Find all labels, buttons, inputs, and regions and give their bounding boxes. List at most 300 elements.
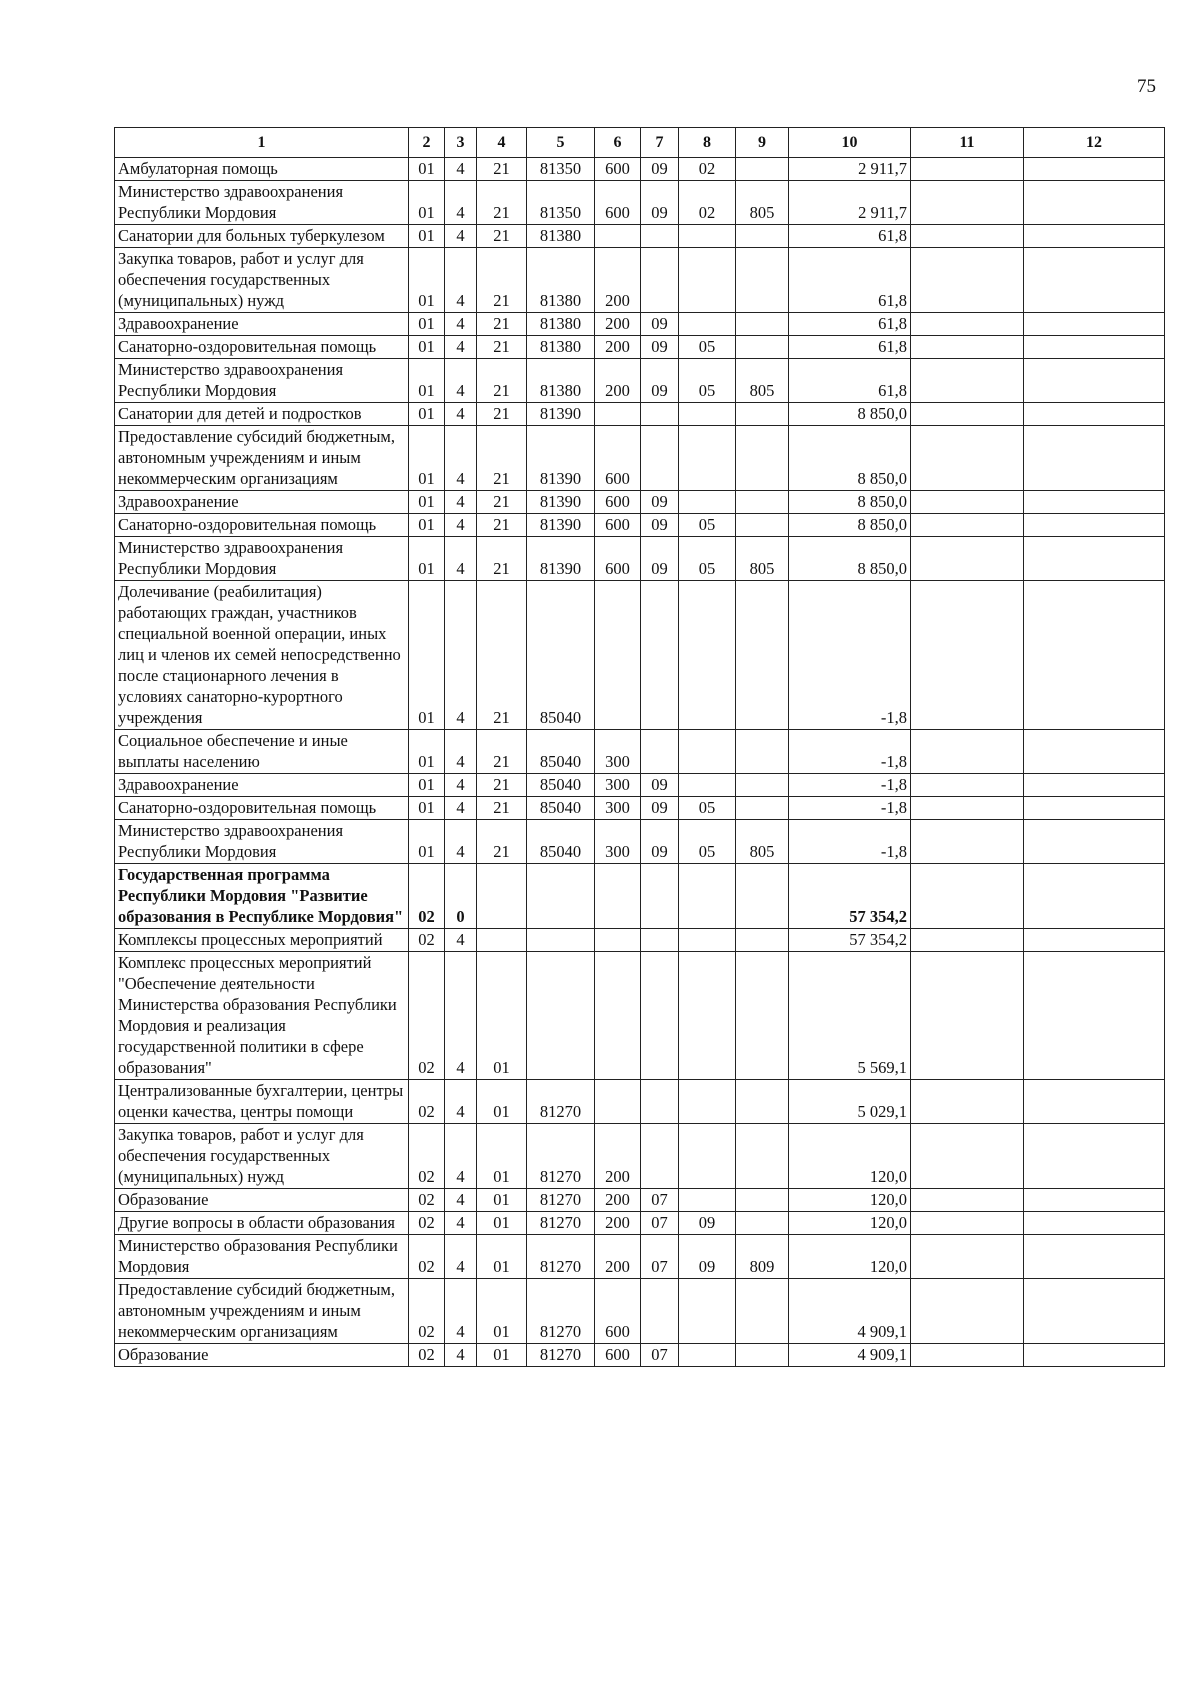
code-cell-9: [736, 1344, 789, 1367]
code-cell-3: 4: [445, 1080, 477, 1124]
code-cell-4: 01: [477, 1189, 527, 1212]
empty-cell-11: [911, 929, 1024, 952]
table-row: [115, 514, 1165, 537]
table-row: [115, 1344, 1165, 1367]
code-cell-6: 200: [595, 248, 641, 313]
empty-cell-11: [911, 426, 1024, 491]
code-cell-5: 81390: [527, 426, 595, 491]
code-cell-3: 4: [445, 1124, 477, 1189]
code-cell-9: [736, 426, 789, 491]
code-cell-2: 01: [409, 248, 445, 313]
table-row: [115, 797, 1165, 820]
code-cell-3: 4: [445, 1189, 477, 1212]
code-cell-6: [595, 403, 641, 426]
code-cell-2: 01: [409, 774, 445, 797]
table-row: [115, 581, 1165, 730]
empty-cell-12: [1024, 359, 1165, 403]
code-cell-6: 200: [595, 1124, 641, 1189]
table-row: [115, 158, 1165, 181]
empty-cell-12: [1024, 929, 1165, 952]
table-row: [115, 1235, 1165, 1279]
code-cell-8: [679, 1344, 736, 1367]
table-row: [115, 359, 1165, 403]
code-cell-5: 81270: [527, 1080, 595, 1124]
row-name-cell: Предоставление субсидий бюджетным, автономным учреждениям и иным некоммерческим организациям: [115, 1279, 409, 1344]
code-cell-2: 01: [409, 537, 445, 581]
code-cell-2: 01: [409, 581, 445, 730]
amount-cell: 8 850,0: [789, 426, 911, 491]
code-cell-6: 600: [595, 1279, 641, 1344]
code-cell-8: 02: [679, 158, 736, 181]
row-name-cell: Закупка товаров, работ и услуг для обеспечения государственных (муниципальных) нужд: [115, 248, 409, 313]
code-cell-5: 81380: [527, 313, 595, 336]
code-cell-8: 05: [679, 514, 736, 537]
amount-cell: 120,0: [789, 1235, 911, 1279]
code-cell-7: 09: [641, 774, 679, 797]
code-cell-4: 21: [477, 359, 527, 403]
table-row: [115, 952, 1165, 1080]
col-header-5: 5: [527, 128, 595, 158]
code-cell-8: 05: [679, 537, 736, 581]
code-cell-2: 01: [409, 426, 445, 491]
code-cell-7: 09: [641, 336, 679, 359]
code-cell-6: 600: [595, 158, 641, 181]
code-cell-3: 4: [445, 1212, 477, 1235]
code-cell-2: 01: [409, 730, 445, 774]
empty-cell-12: [1024, 426, 1165, 491]
code-cell-3: 4: [445, 774, 477, 797]
amount-cell: 8 850,0: [789, 514, 911, 537]
code-cell-2: 01: [409, 313, 445, 336]
table-row: [115, 1124, 1165, 1189]
empty-cell-11: [911, 1080, 1024, 1124]
code-cell-5: 85040: [527, 797, 595, 820]
code-cell-5: 81390: [527, 491, 595, 514]
empty-cell-12: [1024, 581, 1165, 730]
code-cell-8: 05: [679, 336, 736, 359]
col-header-11: 11: [911, 128, 1024, 158]
code-cell-8: [679, 730, 736, 774]
code-cell-3: 4: [445, 403, 477, 426]
code-cell-5: 81380: [527, 225, 595, 248]
amount-cell: 8 850,0: [789, 537, 911, 581]
code-cell-8: [679, 313, 736, 336]
row-name-cell: Образование: [115, 1344, 409, 1367]
code-cell-3: 4: [445, 336, 477, 359]
table-row: [115, 336, 1165, 359]
table-row: [115, 403, 1165, 426]
amount-cell: 8 850,0: [789, 403, 911, 426]
row-name-cell: Комплексы процессных мероприятий: [115, 929, 409, 952]
code-cell-5: [527, 952, 595, 1080]
empty-cell-12: [1024, 864, 1165, 929]
amount-cell: 120,0: [789, 1189, 911, 1212]
table-row: [115, 820, 1165, 864]
code-cell-3: 0: [445, 864, 477, 929]
code-cell-4: 21: [477, 158, 527, 181]
amount-cell: 2 911,7: [789, 158, 911, 181]
code-cell-4: 21: [477, 820, 527, 864]
code-cell-4: 21: [477, 797, 527, 820]
code-cell-6: 200: [595, 336, 641, 359]
amount-cell: 5 029,1: [789, 1080, 911, 1124]
col-header-6: 6: [595, 128, 641, 158]
code-cell-9: [736, 952, 789, 1080]
table-row: [115, 1279, 1165, 1344]
code-cell-5: [527, 929, 595, 952]
empty-cell-11: [911, 1189, 1024, 1212]
code-cell-5: [527, 864, 595, 929]
code-cell-2: 02: [409, 929, 445, 952]
amount-cell: 4 909,1: [789, 1279, 911, 1344]
code-cell-9: 805: [736, 181, 789, 225]
code-cell-7: 09: [641, 820, 679, 864]
code-cell-3: 4: [445, 225, 477, 248]
col-header-4: 4: [477, 128, 527, 158]
amount-cell: -1,8: [789, 820, 911, 864]
code-cell-9: [736, 403, 789, 426]
empty-cell-12: [1024, 158, 1165, 181]
amount-cell: 120,0: [789, 1212, 911, 1235]
empty-cell-12: [1024, 820, 1165, 864]
code-cell-3: 4: [445, 1235, 477, 1279]
code-cell-4: 21: [477, 730, 527, 774]
code-cell-3: 4: [445, 158, 477, 181]
row-name-cell: Другие вопросы в области образования: [115, 1212, 409, 1235]
code-cell-4: [477, 864, 527, 929]
code-cell-2: 01: [409, 359, 445, 403]
empty-cell-12: [1024, 313, 1165, 336]
code-cell-6: 200: [595, 1235, 641, 1279]
col-header-9: 9: [736, 128, 789, 158]
code-cell-4: 21: [477, 426, 527, 491]
code-cell-8: 05: [679, 359, 736, 403]
empty-cell-12: [1024, 491, 1165, 514]
code-cell-3: 4: [445, 537, 477, 581]
code-cell-8: [679, 1279, 736, 1344]
code-cell-5: 81270: [527, 1189, 595, 1212]
code-cell-7: 07: [641, 1189, 679, 1212]
code-cell-2: 02: [409, 864, 445, 929]
code-cell-2: 01: [409, 158, 445, 181]
code-cell-7: [641, 426, 679, 491]
empty-cell-11: [911, 1124, 1024, 1189]
code-cell-4: 21: [477, 403, 527, 426]
empty-cell-11: [911, 158, 1024, 181]
code-cell-6: [595, 225, 641, 248]
empty-cell-11: [911, 774, 1024, 797]
code-cell-8: 09: [679, 1212, 736, 1235]
code-cell-9: [736, 730, 789, 774]
table-row: [115, 426, 1165, 491]
amount-cell: -1,8: [789, 797, 911, 820]
code-cell-7: 09: [641, 514, 679, 537]
code-cell-5: 81390: [527, 514, 595, 537]
code-cell-8: [679, 225, 736, 248]
code-cell-7: [641, 403, 679, 426]
amount-cell: 61,8: [789, 225, 911, 248]
code-cell-2: 01: [409, 225, 445, 248]
code-cell-6: 300: [595, 774, 641, 797]
code-cell-5: 81270: [527, 1235, 595, 1279]
code-cell-5: 81270: [527, 1344, 595, 1367]
code-cell-7: 07: [641, 1344, 679, 1367]
amount-cell: 2 911,7: [789, 181, 911, 225]
row-name-cell: Комплекс процессных мероприятий "Обеспечение деятельности Министерства образования Республики Мордовия и реализация государственной политики в сфере образования": [115, 952, 409, 1080]
empty-cell-12: [1024, 248, 1165, 313]
code-cell-4: 01: [477, 1344, 527, 1367]
amount-cell: 61,8: [789, 336, 911, 359]
code-cell-4: 21: [477, 581, 527, 730]
code-cell-6: [595, 864, 641, 929]
code-cell-7: 09: [641, 491, 679, 514]
code-cell-9: [736, 1189, 789, 1212]
code-cell-2: 02: [409, 952, 445, 1080]
code-cell-7: [641, 581, 679, 730]
code-cell-3: 4: [445, 1279, 477, 1344]
code-cell-3: 4: [445, 181, 477, 225]
amount-cell: 61,8: [789, 313, 911, 336]
code-cell-2: 02: [409, 1235, 445, 1279]
table-row: [115, 248, 1165, 313]
code-cell-4: [477, 929, 527, 952]
code-cell-8: 05: [679, 797, 736, 820]
empty-cell-12: [1024, 336, 1165, 359]
code-cell-2: 01: [409, 491, 445, 514]
code-cell-5: 81270: [527, 1124, 595, 1189]
row-name-cell: Санаторно-оздоровительная помощь: [115, 336, 409, 359]
code-cell-3: 4: [445, 929, 477, 952]
code-cell-6: 300: [595, 820, 641, 864]
code-cell-5: 85040: [527, 820, 595, 864]
code-cell-8: [679, 426, 736, 491]
code-cell-8: [679, 403, 736, 426]
row-name-cell: Социальное обеспечение и иные выплаты населению: [115, 730, 409, 774]
code-cell-2: 02: [409, 1212, 445, 1235]
code-cell-7: 09: [641, 359, 679, 403]
row-name-cell: Амбулаторная помощь: [115, 158, 409, 181]
empty-cell-12: [1024, 537, 1165, 581]
col-header-7: 7: [641, 128, 679, 158]
table-row: [115, 313, 1165, 336]
empty-cell-11: [911, 1235, 1024, 1279]
code-cell-3: 4: [445, 730, 477, 774]
code-cell-7: 09: [641, 797, 679, 820]
code-cell-8: [679, 491, 736, 514]
code-cell-4: 01: [477, 1279, 527, 1344]
empty-cell-11: [911, 797, 1024, 820]
col-header-12: 12: [1024, 128, 1165, 158]
code-cell-5: 81380: [527, 359, 595, 403]
code-cell-8: [679, 1080, 736, 1124]
row-name-cell: Министерство здравоохранения Республики Мордовия: [115, 181, 409, 225]
code-cell-4: 01: [477, 952, 527, 1080]
amount-cell: -1,8: [789, 774, 911, 797]
amount-cell: 5 569,1: [789, 952, 911, 1080]
code-cell-6: [595, 581, 641, 730]
code-cell-9: [736, 929, 789, 952]
code-cell-9: [736, 581, 789, 730]
code-cell-2: 02: [409, 1344, 445, 1367]
code-cell-7: [641, 1124, 679, 1189]
table-row: [115, 537, 1165, 581]
code-cell-4: 21: [477, 514, 527, 537]
empty-cell-12: [1024, 1189, 1165, 1212]
row-name-cell: Санатории для больных туберкулезом: [115, 225, 409, 248]
empty-cell-12: [1024, 1279, 1165, 1344]
code-cell-9: 805: [736, 820, 789, 864]
code-cell-9: [736, 248, 789, 313]
col-header-1: 1: [115, 128, 409, 158]
code-cell-5: 81390: [527, 403, 595, 426]
code-cell-9: [736, 313, 789, 336]
code-cell-4: 01: [477, 1235, 527, 1279]
empty-cell-11: [911, 581, 1024, 730]
code-cell-2: 01: [409, 820, 445, 864]
code-cell-9: 805: [736, 537, 789, 581]
amount-cell: 57 354,2: [789, 929, 911, 952]
empty-cell-12: [1024, 1080, 1165, 1124]
code-cell-5: 81380: [527, 336, 595, 359]
code-cell-8: [679, 929, 736, 952]
row-name-cell: Министерство здравоохранения Республики Мордовия: [115, 359, 409, 403]
empty-cell-11: [911, 336, 1024, 359]
code-cell-2: 02: [409, 1080, 445, 1124]
table-row: [115, 225, 1165, 248]
code-cell-4: 21: [477, 181, 527, 225]
code-cell-7: [641, 1080, 679, 1124]
header-row: [115, 128, 1165, 158]
code-cell-6: 600: [595, 537, 641, 581]
empty-cell-11: [911, 1344, 1024, 1367]
col-header-8: 8: [679, 128, 736, 158]
code-cell-2: 01: [409, 797, 445, 820]
code-cell-7: 09: [641, 537, 679, 581]
code-cell-8: [679, 581, 736, 730]
code-cell-3: 4: [445, 820, 477, 864]
code-cell-4: 21: [477, 537, 527, 581]
empty-cell-12: [1024, 181, 1165, 225]
page-number: 75: [1137, 76, 1156, 97]
code-cell-9: [736, 1279, 789, 1344]
code-cell-6: 200: [595, 313, 641, 336]
code-cell-7: [641, 952, 679, 1080]
amount-cell: 120,0: [789, 1124, 911, 1189]
row-name-cell: Закупка товаров, работ и услуг для обеспечения государственных (муниципальных) нужд: [115, 1124, 409, 1189]
code-cell-3: 4: [445, 491, 477, 514]
row-name-cell: Здравоохранение: [115, 313, 409, 336]
code-cell-2: 02: [409, 1124, 445, 1189]
code-cell-9: 809: [736, 1235, 789, 1279]
amount-cell: 61,8: [789, 248, 911, 313]
code-cell-3: 4: [445, 359, 477, 403]
code-cell-5: 81270: [527, 1279, 595, 1344]
code-cell-5: 81380: [527, 248, 595, 313]
empty-cell-11: [911, 225, 1024, 248]
code-cell-4: 21: [477, 336, 527, 359]
code-cell-2: 01: [409, 181, 445, 225]
amount-cell: 4 909,1: [789, 1344, 911, 1367]
code-cell-3: 4: [445, 514, 477, 537]
code-cell-3: 4: [445, 952, 477, 1080]
code-cell-2: 02: [409, 1189, 445, 1212]
amount-cell: -1,8: [789, 730, 911, 774]
empty-cell-11: [911, 1279, 1024, 1344]
row-name-cell: Здравоохранение: [115, 774, 409, 797]
empty-cell-11: [911, 248, 1024, 313]
code-cell-2: 01: [409, 336, 445, 359]
code-cell-5: 85040: [527, 581, 595, 730]
empty-cell-11: [911, 864, 1024, 929]
code-cell-2: 02: [409, 1279, 445, 1344]
code-cell-8: 02: [679, 181, 736, 225]
code-cell-3: 4: [445, 313, 477, 336]
code-cell-8: 05: [679, 820, 736, 864]
code-cell-9: [736, 797, 789, 820]
code-cell-6: 300: [595, 730, 641, 774]
code-cell-6: [595, 929, 641, 952]
code-cell-5: 81390: [527, 537, 595, 581]
code-cell-7: [641, 248, 679, 313]
code-cell-8: [679, 1124, 736, 1189]
empty-cell-12: [1024, 1212, 1165, 1235]
table-row: [115, 1189, 1165, 1212]
code-cell-8: [679, 952, 736, 1080]
table-row: [115, 1080, 1165, 1124]
code-cell-5: 85040: [527, 730, 595, 774]
col-header-10: 10: [789, 128, 911, 158]
code-cell-6: [595, 1080, 641, 1124]
code-cell-6: 600: [595, 426, 641, 491]
code-cell-6: [595, 952, 641, 1080]
code-cell-8: [679, 774, 736, 797]
code-cell-4: 21: [477, 248, 527, 313]
budget-table: [114, 127, 1165, 1367]
code-cell-5: 81350: [527, 181, 595, 225]
col-header-2: 2: [409, 128, 445, 158]
code-cell-7: 09: [641, 158, 679, 181]
code-cell-9: [736, 336, 789, 359]
code-cell-8: [679, 1189, 736, 1212]
col-header-3: 3: [445, 128, 477, 158]
code-cell-4: 21: [477, 774, 527, 797]
code-cell-9: [736, 1124, 789, 1189]
row-name-cell: Министерство здравоохранения Республики Мордовия: [115, 537, 409, 581]
row-name-cell: Централизованные бухгалтерии, центры оценки качества, центры помощи: [115, 1080, 409, 1124]
table-row: [115, 774, 1165, 797]
code-cell-6: 600: [595, 1344, 641, 1367]
empty-cell-11: [911, 491, 1024, 514]
code-cell-5: 81350: [527, 158, 595, 181]
code-cell-4: 21: [477, 225, 527, 248]
row-name-cell: Предоставление субсидий бюджетным, автономным учреждениям и иным некоммерческим организациям: [115, 426, 409, 491]
code-cell-6: 200: [595, 1189, 641, 1212]
table-row: [115, 929, 1165, 952]
empty-cell-11: [911, 313, 1024, 336]
empty-cell-11: [911, 1212, 1024, 1235]
code-cell-7: 07: [641, 1235, 679, 1279]
code-cell-7: 09: [641, 181, 679, 225]
empty-cell-11: [911, 359, 1024, 403]
code-cell-9: [736, 225, 789, 248]
code-cell-7: [641, 225, 679, 248]
code-cell-3: 4: [445, 1344, 477, 1367]
code-cell-8: [679, 248, 736, 313]
code-cell-9: [736, 864, 789, 929]
row-name-cell: Министерство образования Республики Мордовия: [115, 1235, 409, 1279]
empty-cell-11: [911, 514, 1024, 537]
row-name-cell: Образование: [115, 1189, 409, 1212]
